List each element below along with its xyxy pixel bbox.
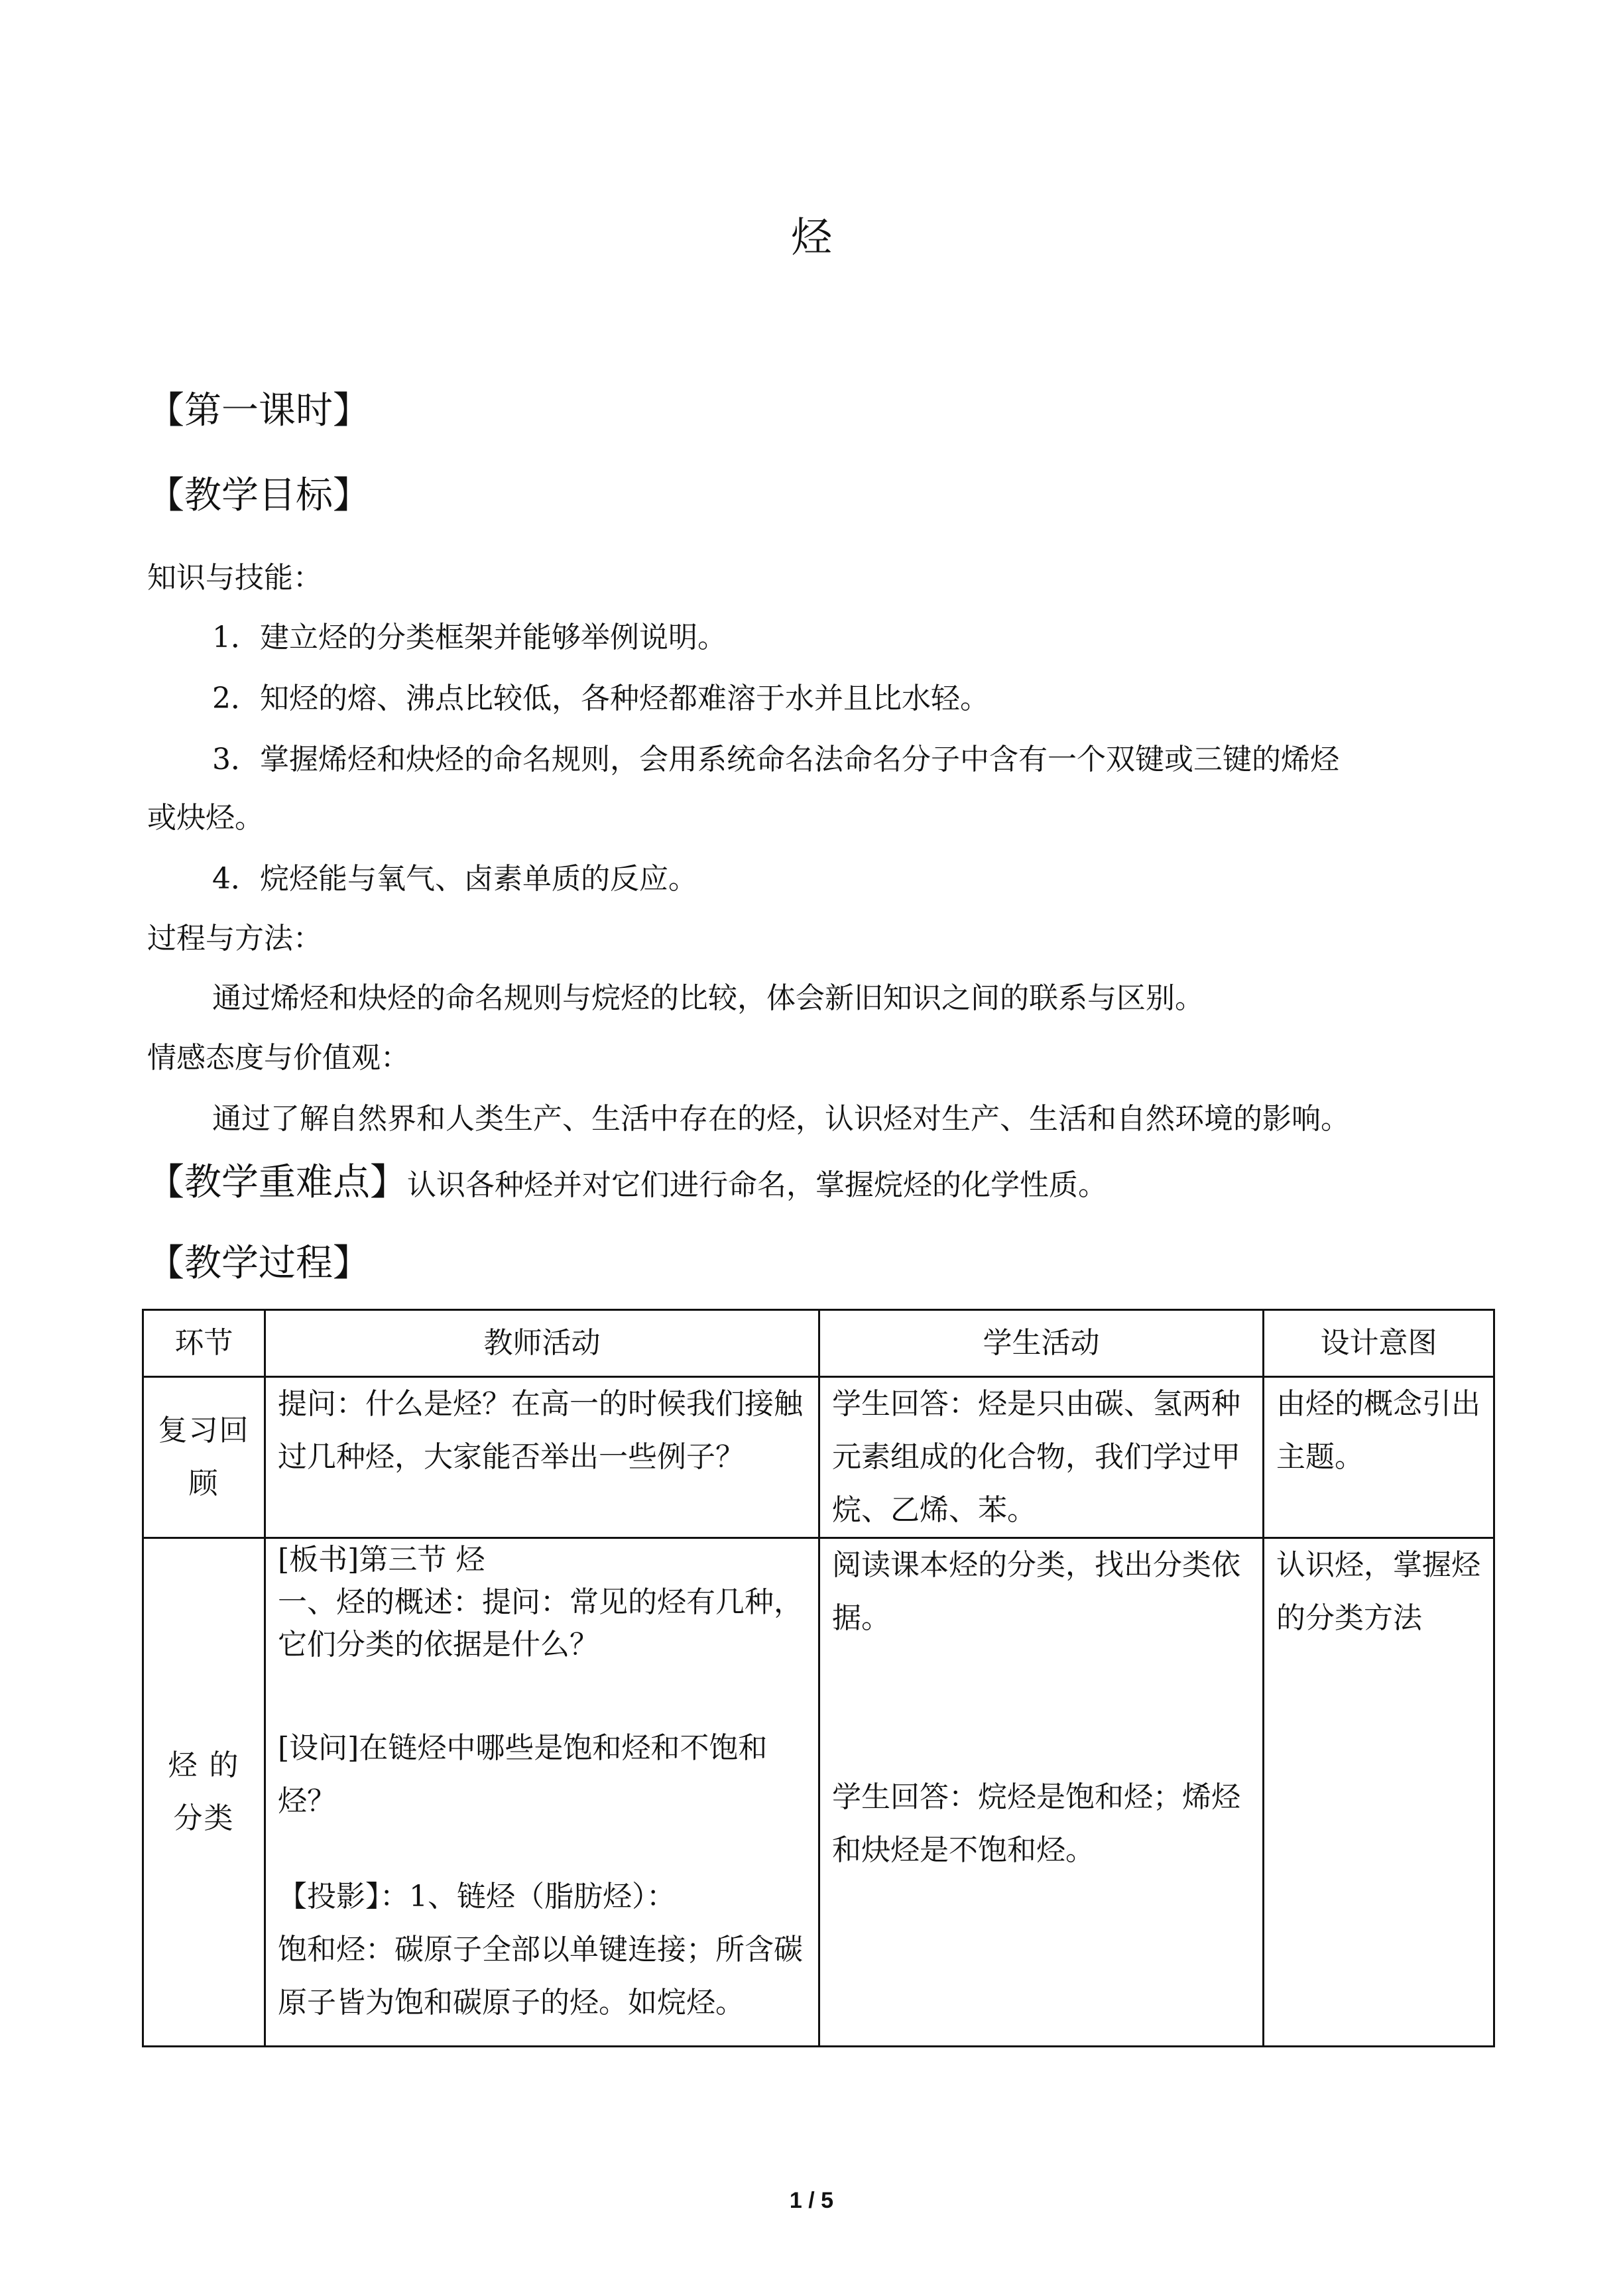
stage-cell: 复习回顾 [143, 1377, 265, 1538]
table-row [143, 1538, 1494, 2047]
stage-cell: 烃 的分类 [143, 1538, 265, 2047]
student-activity-cell [819, 1538, 1264, 2047]
teacher-activity-cell: 提问：什么是烃？在高一的时候我们接触过几种烃，大家能否举出一些例子？ [265, 1377, 819, 1538]
emotion-values-text: 通过了解自然界和人类生产、生活中存在的烃，认识烃对生产、生活和自然环境的影响。 [212, 1102, 1350, 1136]
teacher-line: 一、烃的概述：提问：常见的烃有几种，它们分类的依据是什么？ [278, 1585, 803, 1662]
teaching-process-table [142, 1309, 1495, 2047]
page-number: 1 / 5 [789, 2188, 834, 2213]
teacher-line: 饱和烃：碳原子全部以单键连接；所含碳原子皆为饱和碳原子的烃。如烷烃。 [278, 1933, 803, 2020]
page-title: 烃 [790, 213, 832, 261]
teacher-line: 【投影】：1、链烃（脂肪烃）： [278, 1880, 676, 1913]
student-line: 阅读课本烃的分类，找出分类依据。 [832, 1548, 1240, 1635]
objective-item-continued: 或炔烃。 [147, 801, 264, 835]
column-header-teacher: 教师活动 [265, 1310, 819, 1377]
objective-item: 2．知烃的熔、沸点比较低，各种烃都难溶于水并且比水轻。 [212, 682, 989, 715]
teacher-activity-cell [265, 1538, 819, 2047]
student-line: 学生回答：烷烃是饱和烃；烯烃和炔烃是不饱和烃。 [832, 1780, 1240, 1867]
student-activity-cell: 学生回答：烃是只由碳、氢两种元素组成的化合物，我们学过甲烷、乙烯、苯。 [819, 1377, 1264, 1538]
table-header-row [143, 1310, 1494, 1377]
design-intent-cell: 由烃的概念引出主题。 [1264, 1377, 1494, 1538]
process-method-label: 过程与方法： [147, 922, 322, 955]
column-header-stage: 环节 [143, 1310, 265, 1377]
key-points [147, 1156, 1107, 1212]
emotion-values-label: 情感态度与价值观： [147, 1041, 410, 1075]
column-header-student: 学生活动 [819, 1310, 1264, 1377]
key-points-heading: 【教学重难点】 [147, 1161, 407, 1204]
column-header-intent: 设计意图 [1264, 1310, 1494, 1377]
key-points-text: 认识各种烃并对它们进行命名，掌握烷烃的化学性质。 [407, 1168, 1107, 1202]
table-row [143, 1377, 1494, 1538]
process-method-text: 通过烯烃和炔烃的命名规则与烷烃的比较，体会新旧知识之间的联系与区别。 [212, 981, 1204, 1015]
objectives-heading: 【教学目标】 [147, 474, 370, 517]
objective-item: 1．建立烃的分类框架并能够举例说明。 [212, 621, 727, 654]
knowledge-skill-label: 知识与技能： [147, 561, 322, 595]
teacher-line: [设问]在链烃中哪些是饱和烃和不饱和烃？ [278, 1731, 768, 1818]
teacher-line: [板书]第三节 烃 [278, 1543, 485, 1577]
objective-item: 4．烷烃能与氧气、卤素单质的反应。 [212, 862, 697, 896]
design-intent-cell: 认识烃，掌握烃的分类方法 [1264, 1538, 1494, 2047]
process-heading: 【教学过程】 [147, 1242, 370, 1285]
lesson-period-heading: 【第一课时】 [147, 389, 370, 432]
objective-item: 3．掌握烯烃和炔烃的命名规则，会用系统命名法命名分子中含有一个双键或三键的烯烃 [212, 743, 1339, 776]
